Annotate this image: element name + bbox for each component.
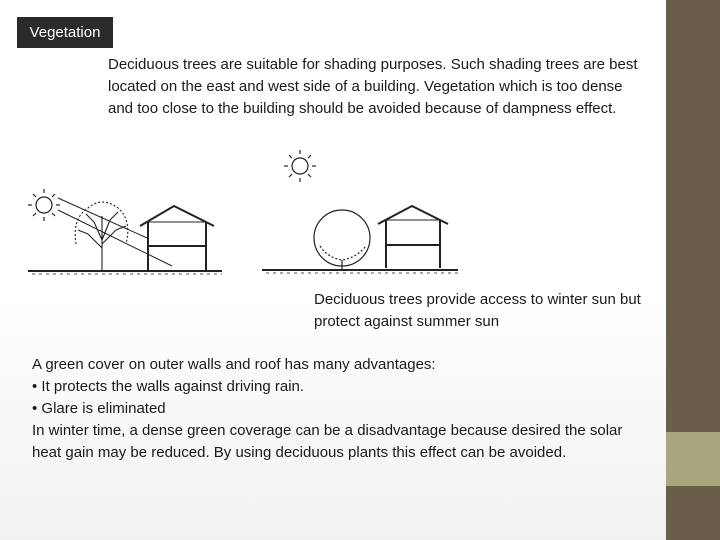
advantages-item: • Glare is eliminated	[32, 400, 166, 417]
house-right-icon	[378, 206, 448, 268]
summer-sun-icon	[284, 150, 316, 182]
figure-caption: Deciduous trees provide access to winter sun but protect against summer sun	[314, 291, 641, 330]
winter-sun-illustration	[22, 178, 222, 283]
summer-sun-illustration	[258, 146, 458, 282]
sidebar-accent-block	[666, 432, 720, 486]
leafy-tree-icon	[314, 210, 370, 270]
winter-sun-icon	[28, 189, 60, 221]
advantages-item: • It protects the walls against driving rain.	[32, 378, 305, 395]
advantages-block	[32, 354, 652, 464]
bare-tree-icon	[75, 202, 128, 271]
advantages-heading: A green cover on outer walls and roof has many advantages:	[32, 356, 436, 373]
slide-title: Vegetation	[17, 17, 113, 48]
house-left-icon	[140, 206, 214, 270]
intro-paragraph: Deciduous trees are suitable for shading purposes. Such shading trees are best located on the east and west side of a building. Vegetation which is too dense and too close to the building should be avoided because of dampness effect.	[108, 56, 638, 117]
advantages-note: In winter time, a dense green coverage can be a disadvantage because desired the solar heat gain may be reduced. By using deciduous plants this effect can be avoided.	[32, 422, 623, 461]
